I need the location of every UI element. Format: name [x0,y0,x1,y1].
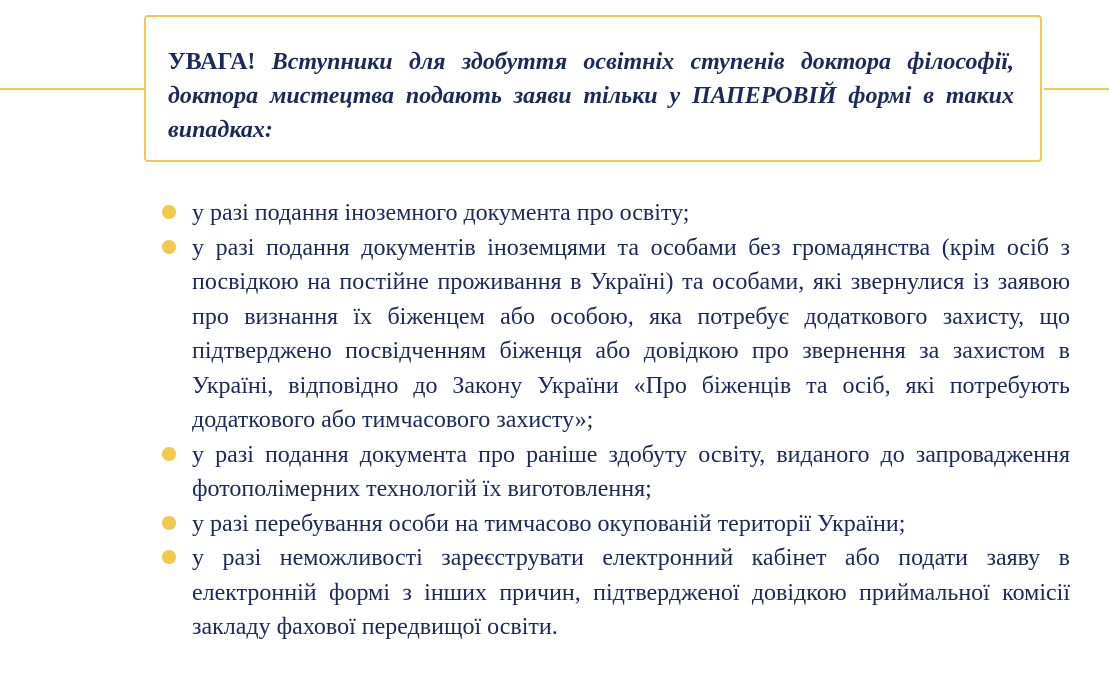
list-item [160,231,1070,438]
list-item-text: у разі перебування особи на тимчасово окупованій території України; [192,510,906,537]
bullet-dot-icon [162,447,176,461]
notice-body: Вступники для здобуття освітніх ступенів доктора філософії, доктора мистецтва подають заяви тільки у ПАПЕРОВІЙ формі в таких випадках: [168,49,1014,143]
list-item-text: у разі неможливості зареєструвати електронний кабінет або подати заяву в електронній формі з інших причин, підтвердженої довідкою приймальної комісії закладу фахової передвищої освіти. [192,545,1070,640]
notice-prefix: УВАГА! [168,49,272,75]
list-item [160,438,1070,507]
bullet-dot-icon [162,205,176,219]
bullet-list [160,196,1070,645]
list-item-text: у разі подання іноземного документа про освіту; [192,200,690,226]
list-item [160,541,1070,645]
bullet-dot-icon [162,240,176,254]
bullet-dot-icon [162,550,176,564]
bullet-dot-icon [162,516,176,530]
decorative-rule-right [1044,88,1109,90]
list-item-text: у разі подання документа про раніше здобуту освіту, виданого до запровадження фотополімерних технологій їх виготовлення; [192,441,1070,502]
list-item [160,196,1070,231]
list-item-text: у разі подання документів іноземцями та особами без громадянства (крім осіб з посвідкою на постійне проживання в Україні) та особами, які звернулися із заявою про визнання їх біженцем або особою, яка потребує додаткового захисту, що підтверджено посвідченням біженця або довідкою про звернення за захистом в Україні, відповідно до Закону України «Про біженців та осіб, які потребують додаткового або тимчасового захисту»; [192,234,1070,433]
list-item [160,507,1070,542]
notice-box [144,15,1042,162]
decorative-rule-left [0,88,145,90]
